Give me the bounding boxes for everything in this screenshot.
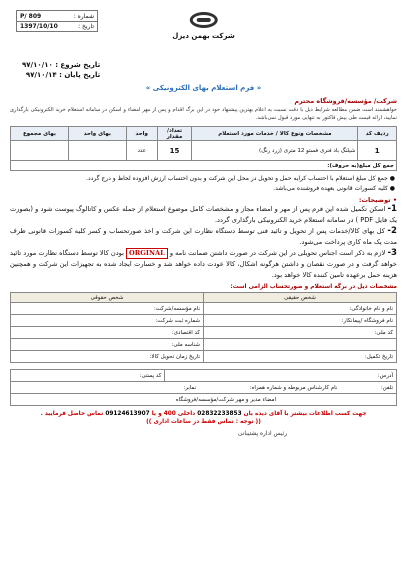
phone-field[interactable]: تلفن: xyxy=(380,384,393,391)
sum-row xyxy=(11,161,397,171)
signature-title: رئیس اداره پشتیبانی xyxy=(237,431,287,437)
seller-header-row xyxy=(11,293,397,303)
col-real-person: شخص حقیقی xyxy=(204,293,397,303)
table-row xyxy=(11,351,397,363)
table-row xyxy=(11,303,397,315)
date-value: 1397/10/10 xyxy=(20,23,58,30)
row-unit-price[interactable] xyxy=(68,141,126,161)
number-value: P/ 809 xyxy=(20,12,42,20)
col-qty: تعداد/ مقدار xyxy=(157,127,192,141)
real-field[interactable]: تاریخ تکمیل: xyxy=(204,351,397,363)
legal-field[interactable]: شماره ثبت شرکت: xyxy=(11,315,204,327)
legal-field[interactable]: شناسه ملی: xyxy=(11,339,204,351)
person-field[interactable]: نام کارشناس مربوطه و شماره همراه: xyxy=(249,384,338,391)
fax-field[interactable]: نمابر: xyxy=(183,384,197,391)
header xyxy=(10,4,397,82)
col-row: ردیف کد xyxy=(358,127,397,141)
row-number: 1 xyxy=(358,141,397,161)
real-field[interactable]: نام و نام خانوادگی: xyxy=(204,303,397,315)
col-legal-person: شخص حقوقی xyxy=(11,293,204,303)
legal-field[interactable]: نام مؤسسه/شرکت: xyxy=(11,303,204,315)
table-row xyxy=(11,370,397,382)
conditions-list xyxy=(10,174,397,194)
sum-label[interactable]: جمع کل مبلغ(به حروف): xyxy=(11,161,397,171)
col-total: بهای مجموع xyxy=(11,127,69,141)
period-dates xyxy=(22,60,100,80)
bahman-logo-icon xyxy=(187,12,221,30)
table-row xyxy=(11,339,397,351)
row-qty: 15 xyxy=(157,141,192,161)
notes-title: • توضیحات: xyxy=(358,196,397,204)
note-2: 2- کل بهای کالا/خدمات پس از تحویل و تائید فنی توسط دستگاه نظارت این شرکت و اخذ صورتحساب و کسر کلیه کسورات قانونی ظرف مدت یک ماه کاری پرداخت می‌شود. xyxy=(10,226,397,246)
col-unit-price: بهای واحد xyxy=(68,127,126,141)
start-date: تاریخ شروع : ۹۷/۱۰/۱۰ xyxy=(22,61,101,69)
table-row xyxy=(11,394,397,406)
table-row xyxy=(11,382,397,394)
col-description: مشخصات ونوع کالا / خدمات مورد استعلام xyxy=(192,127,358,141)
meta-box xyxy=(16,10,98,32)
condition-item: ● جمع کل مبلغ استعلام با احتساب کرایه حمل و تحویل در محل این شرکت و بدون احتساب ارزش افزوده لحاظ و درج گردد. xyxy=(86,175,395,182)
note-1: 1- اسکن تکمیل شده این فرم پس از مهر و امضاء مجاز و مشخصات کامل موضوع استعلام از جمله عکس و کاتالوگ پیوست شود و (بصورت یک فایل PDF ) در سامانه استعلام خرید الکترونیکی بارگذاری گردد. xyxy=(10,204,397,224)
intro-text: خواهشمند است ضمن مطالعه شرایط ذیل با دقت نسبت به اعلام بهترین پیشنهاد خود در این برگ اقدام و پس از مهر امضاء و اسکن در سامانه استعلام خرید الکترونیکی بارگذاری نمایید، ارائه قیمت طی پیش فاکتور به تنهایی مورد قبول نمی‌باشد. xyxy=(10,107,397,121)
notes xyxy=(10,204,397,281)
office-hours-note: (( توجه : تماس فقط در ساعات اداری )) xyxy=(146,419,261,425)
items-header-row xyxy=(11,127,397,141)
col-unit: واحد xyxy=(126,127,157,141)
date-label: تاریخ : xyxy=(78,23,94,30)
real-field[interactable] xyxy=(204,339,397,351)
number-label: شماره : xyxy=(73,12,94,20)
end-date: تاریخ پایان : ۹۷/۱۰/۱۴ xyxy=(25,71,101,79)
row-total[interactable] xyxy=(11,141,69,161)
table-row xyxy=(11,327,397,339)
seller-table xyxy=(10,292,397,363)
form-title: « فرم استعلام بهای الکترونیکی » xyxy=(145,84,262,92)
row-description: شیلنگ باد فنری فستو 12 متری (زرد رنگ) xyxy=(192,141,358,161)
company-logo xyxy=(172,12,234,40)
original-badge: ORGINAL xyxy=(126,248,168,259)
phone-row xyxy=(11,382,397,394)
stamp-field[interactable]: امضاء مدیر و مهر شرکت/مؤسسه/فروشگاه xyxy=(11,394,397,406)
date-row xyxy=(16,21,98,32)
company-name: شرکت بهمن دیزل xyxy=(172,32,235,40)
phone-number: 02832233853 xyxy=(197,411,242,417)
items-table xyxy=(10,126,397,171)
legal-field[interactable]: تاریخ زمان تحویل کالا: xyxy=(11,351,204,363)
mobile-number: 09124613907 xyxy=(105,411,150,417)
legal-field[interactable]: کد اقتصادی: xyxy=(11,327,204,339)
condition-item: ● کلیه کسورات قانونی بعهده فروشنده می‌باشد. xyxy=(273,185,395,192)
postal-code-field[interactable]: کد پستی: xyxy=(11,370,165,382)
row-unit: عدد xyxy=(126,141,157,161)
contact-table xyxy=(10,369,397,406)
real-field[interactable]: نام فروشگاه /پیمانکار: xyxy=(204,315,397,327)
intro-title: شرکت/ مؤسسه/فروشگاه محترم xyxy=(294,97,397,105)
seller-title: مشخصات ذیل در برگه استعلام و صورتحساب الزامی است: xyxy=(230,284,397,290)
table-row xyxy=(11,141,397,161)
note-3: 3- لازم به ذکر است اجناس تحویلی در این شرکت در صورت داشتن ضمانت نامه و ORGINAL بودن کالا توسط دستگاه نظارت مورد تائید خواهد گرفت و در صورت نقصان و داشتن هرگونه اشکال، کالا عودت داده خواهد شد و خسارت ایجاد شده به تجهیزات این شرکت و همچنین هزینه حمل برعهده تامین کننده کالا خواهد بود. xyxy=(9,248,397,279)
real-field[interactable]: کد ملی: xyxy=(204,327,397,339)
table-row xyxy=(11,315,397,327)
number-row xyxy=(16,10,98,21)
address-field[interactable]: آدرس: xyxy=(165,370,397,382)
contact-note: جهت کسب اطلاعات بیشتر با آقای دیده بان 02832233853 داخلی 400 و یا 09124613907 تماس حاصل فرمایید . xyxy=(40,411,367,417)
